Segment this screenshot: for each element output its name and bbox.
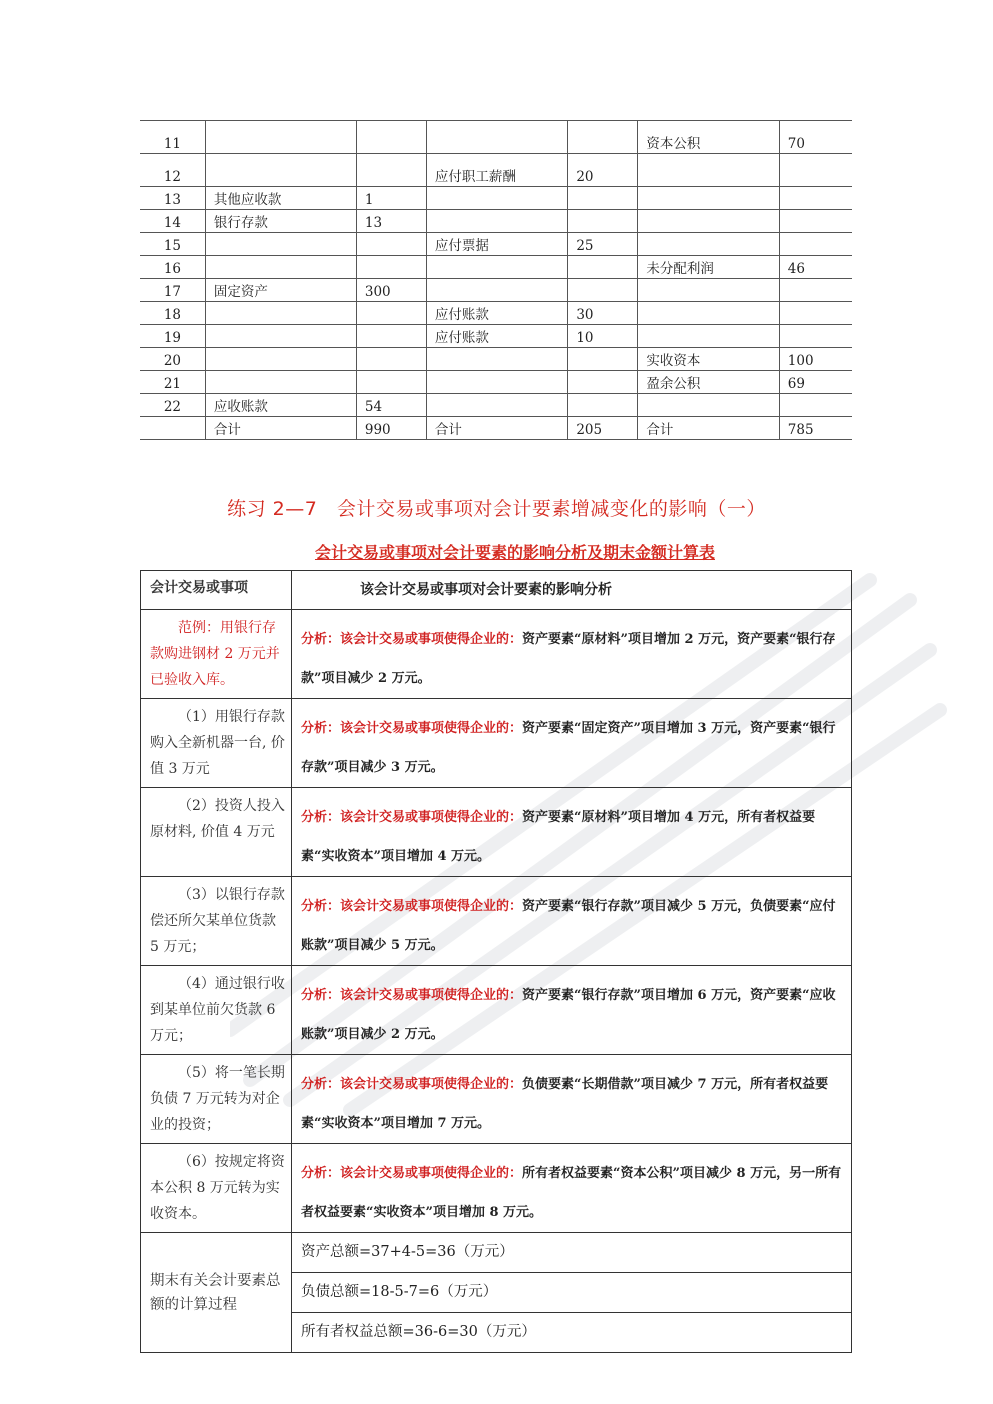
ledger-cell-liab <box>426 121 567 154</box>
header-analysis: 该会计交易或事项对会计要素的影响分析 <box>292 571 852 610</box>
event-analysis <box>292 877 852 966</box>
ledger-cell-liab: 应付票据 <box>426 233 567 256</box>
ledger-cell-eq: 未分配利润 <box>638 256 779 279</box>
ledger-cell-lv: 30 <box>568 302 638 325</box>
ledger-row <box>140 256 852 279</box>
ledger-row <box>140 302 852 325</box>
ledger-cell-asset: 应收账款 <box>205 394 356 417</box>
ledger-cell-ev: 785 <box>779 417 852 440</box>
event-description <box>141 788 292 877</box>
ledger-cell-asset <box>205 256 356 279</box>
event-analysis <box>292 699 852 788</box>
ledger-cell-liab <box>426 394 567 417</box>
ledger-cell-ev <box>779 279 852 302</box>
analysis-label: 分析：该会计交易或事项使得企业的： <box>301 721 523 736</box>
header-event: 会计交易或事项 <box>141 571 292 610</box>
ledger-cell-liab: 应付账款 <box>426 325 567 348</box>
analysis-label: 分析：该会计交易或事项使得企业的： <box>301 632 523 647</box>
ledger-cell-eq <box>638 325 779 348</box>
ledger-cell-eq <box>638 154 779 187</box>
analysis-text: 资产要素“原材料”项目增加 2 万元，资产要素“银行存款”项目减少 2 万元。 <box>301 632 836 686</box>
ledger-cell-ev <box>779 154 852 187</box>
ledger-cell-lv <box>568 210 638 233</box>
ledger-cell-av <box>356 371 426 394</box>
summary-formula: 负债总额=18-5-7=6（万元） <box>292 1273 852 1313</box>
analysis-row <box>141 788 852 877</box>
ledger-cell-ev <box>779 394 852 417</box>
ledger-cell-liab <box>426 210 567 233</box>
ledger-cell-ev: 100 <box>779 348 852 371</box>
analysis-label: 分析：该会计交易或事项使得企业的： <box>301 988 523 1003</box>
event-description <box>141 966 292 1055</box>
ledger-cell-lv <box>568 348 638 371</box>
ledger-row <box>140 348 852 371</box>
analysis-text: 资产要素“固定资产”项目增加 3 万元，资产要素“银行存款”项目减少 3 万元。 <box>301 721 836 775</box>
analysis-text: 负债要素“长期借款”项目减少 7 万元，所有者权益要素“实收资本”项目增加 7 万元。 <box>301 1077 829 1131</box>
ledger-cell-asset <box>205 154 356 187</box>
ledger-row <box>140 121 852 154</box>
exercise-subtitle: 会计交易或事项对会计要素的影响分析及期末金额计算表 <box>314 543 715 562</box>
ledger-cell-lv: 25 <box>568 233 638 256</box>
ledger-cell-eq <box>638 302 779 325</box>
ledger-cell-av: 13 <box>356 210 426 233</box>
ledger-row <box>140 417 852 440</box>
ledger-cell-ev <box>779 302 852 325</box>
event-analysis <box>292 610 852 699</box>
ledger-cell-no: 20 <box>140 348 205 371</box>
ledger-row <box>140 371 852 394</box>
event-description <box>141 877 292 966</box>
event-text: （3）以银行存款偿还所欠某单位货款 5 万元； <box>150 887 285 955</box>
ledger-cell-lv <box>568 371 638 394</box>
ledger-cell-eq: 盈余公积 <box>638 371 779 394</box>
ledger-cell-ev <box>779 187 852 210</box>
ledger-cell-asset <box>205 233 356 256</box>
analysis-table <box>140 570 852 1353</box>
ledger-cell-liab <box>426 348 567 371</box>
ledger-cell-asset: 银行存款 <box>205 210 356 233</box>
ledger-row <box>140 279 852 302</box>
ledger-row <box>140 233 852 256</box>
ledger-cell-no: 17 <box>140 279 205 302</box>
event-description <box>141 1055 292 1144</box>
ledger-cell-av <box>356 302 426 325</box>
ledger-table <box>140 120 852 440</box>
ledger-cell-av <box>356 233 426 256</box>
analysis-row <box>141 699 852 788</box>
ledger-cell-asset <box>205 121 356 154</box>
ledger-cell-no: 22 <box>140 394 205 417</box>
ledger-cell-asset <box>205 325 356 348</box>
ledger-cell-eq: 合计 <box>638 417 779 440</box>
ledger-row <box>140 210 852 233</box>
analysis-row <box>141 1055 852 1144</box>
ledger-cell-no: 11 <box>140 121 205 154</box>
ledger-cell-ev: 69 <box>779 371 852 394</box>
ledger-cell-eq <box>638 394 779 417</box>
event-description <box>141 1144 292 1233</box>
ledger-cell-av <box>356 256 426 279</box>
exercise-title: 练习 2—7 会计交易或事项对会计要素增减变化的影响（一） <box>227 498 766 520</box>
event-text: （2）投资人投入原材料, 价值 4 万元 <box>150 798 285 840</box>
ledger-cell-asset: 固定资产 <box>205 279 356 302</box>
ledger-cell-ev <box>779 233 852 256</box>
ledger-cell-liab <box>426 371 567 394</box>
ledger-cell-av <box>356 154 426 187</box>
ledger-cell-asset <box>205 302 356 325</box>
ledger-cell-ev <box>779 325 852 348</box>
ledger-cell-liab <box>426 187 567 210</box>
ledger-row <box>140 394 852 417</box>
event-analysis <box>292 788 852 877</box>
ledger-cell-av <box>356 348 426 371</box>
ledger-cell-ev <box>779 210 852 233</box>
ledger-cell-av <box>356 325 426 348</box>
analysis-row <box>141 610 852 699</box>
event-text: （1）用银行存款购入全新机器一台, 价值 3 万元 <box>150 709 285 777</box>
ledger-cell-eq: 实收资本 <box>638 348 779 371</box>
analysis-label: 分析：该会计交易或事项使得企业的： <box>301 810 523 825</box>
ledger-row <box>140 187 852 210</box>
ledger-cell-eq <box>638 233 779 256</box>
ledger-cell-lv: 10 <box>568 325 638 348</box>
ledger-cell-lv <box>568 256 638 279</box>
ledger-cell-liab <box>426 279 567 302</box>
event-text: （4）通过银行收到某单位前欠货款 6 万元； <box>150 976 285 1044</box>
ledger-cell-av: 1 <box>356 187 426 210</box>
summary-formula: 所有者权益总额=36-6=30（万元） <box>292 1313 852 1353</box>
ledger-row <box>140 154 852 187</box>
analysis-label: 分析：该会计交易或事项使得企业的： <box>301 1077 523 1092</box>
event-text: （6）按规定将资本公积 8 万元转为实收资本。 <box>150 1154 285 1222</box>
ledger-cell-eq <box>638 210 779 233</box>
ledger-cell-no: 19 <box>140 325 205 348</box>
summary-label: 期末有关会计要素总额的计算过程 <box>141 1233 292 1353</box>
analysis-row <box>141 966 852 1055</box>
ledger-cell-asset: 合计 <box>205 417 356 440</box>
ledger-cell-no <box>140 417 205 440</box>
ledger-row <box>140 325 852 348</box>
analysis-row <box>141 1144 852 1233</box>
event-analysis <box>292 1144 852 1233</box>
ledger-cell-lv <box>568 121 638 154</box>
summary-row <box>141 1233 852 1273</box>
ledger-cell-lv <box>568 187 638 210</box>
event-analysis <box>292 966 852 1055</box>
ledger-cell-av: 300 <box>356 279 426 302</box>
ledger-cell-eq <box>638 187 779 210</box>
ledger-cell-no: 18 <box>140 302 205 325</box>
ledger-cell-no: 21 <box>140 371 205 394</box>
ledger-cell-lv <box>568 394 638 417</box>
event-text: 范例：用银行存款购进钢材 2 万元并已验收入库。 <box>150 620 280 688</box>
ledger-cell-liab: 应付账款 <box>426 302 567 325</box>
ledger-cell-lv <box>568 279 638 302</box>
analysis-label: 分析：该会计交易或事项使得企业的： <box>301 1166 523 1181</box>
analysis-label: 分析：该会计交易或事项使得企业的： <box>301 899 523 914</box>
ledger-cell-no: 12 <box>140 154 205 187</box>
ledger-cell-no: 16 <box>140 256 205 279</box>
event-analysis <box>292 1055 852 1144</box>
ledger-cell-liab: 应付职工薪酬 <box>426 154 567 187</box>
ledger-cell-lv: 205 <box>568 417 638 440</box>
ledger-cell-liab: 合计 <box>426 417 567 440</box>
ledger-cell-eq <box>638 279 779 302</box>
event-description <box>141 610 292 699</box>
ledger-cell-no: 15 <box>140 233 205 256</box>
ledger-cell-no: 13 <box>140 187 205 210</box>
analysis-text: 所有者权益要素“资本公积”项目减少 8 万元，另一所有者权益要素“实收资本”项目增加 8 万元。 <box>301 1166 842 1220</box>
analysis-text: 资产要素“原材料”项目增加 4 万元，所有者权益要素“实收资本”项目增加 4 万元。 <box>301 810 816 864</box>
ledger-cell-ev: 70 <box>779 121 852 154</box>
ledger-cell-asset <box>205 371 356 394</box>
ledger-cell-lv: 20 <box>568 154 638 187</box>
analysis-text: 资产要素“银行存款”项目增加 6 万元，资产要素“应收账款”项目减少 2 万元。 <box>301 988 836 1042</box>
event-text: （5）将一笔长期负债 7 万元转为对企业的投资； <box>150 1065 285 1133</box>
ledger-cell-asset: 其他应收款 <box>205 187 356 210</box>
analysis-header-row <box>141 571 852 610</box>
ledger-cell-ev: 46 <box>779 256 852 279</box>
ledger-cell-av: 990 <box>356 417 426 440</box>
ledger-cell-liab <box>426 256 567 279</box>
event-description <box>141 699 292 788</box>
ledger-cell-av: 54 <box>356 394 426 417</box>
ledger-cell-av <box>356 121 426 154</box>
ledger-cell-no: 14 <box>140 210 205 233</box>
summary-formula: 资产总额=37+4-5=36（万元） <box>292 1233 852 1273</box>
ledger-cell-asset <box>205 348 356 371</box>
ledger-cell-eq: 资本公积 <box>638 121 779 154</box>
analysis-text: 资产要素“银行存款”项目减少 5 万元，负债要素“应付账款”项目减少 5 万元。 <box>301 899 836 953</box>
analysis-row <box>141 877 852 966</box>
